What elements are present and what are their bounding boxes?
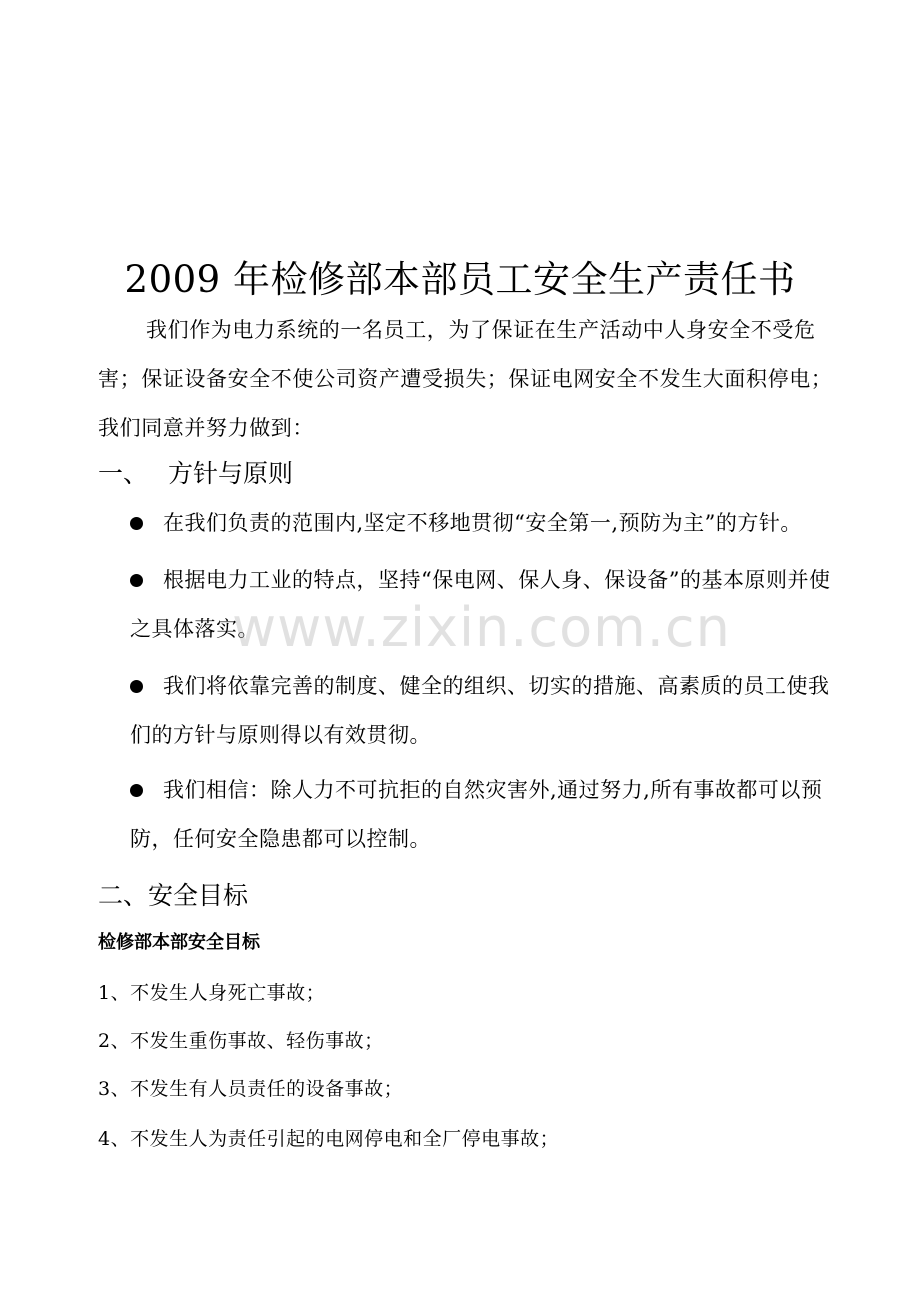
list-item: 2、不发生重伤事故、轻伤事故； — [98, 1030, 384, 1052]
bullet-dot-icon — [130, 517, 143, 530]
list-item: 3、不发生有人员责任的设备事故； — [98, 1078, 404, 1100]
section-2-subheading: 检修部本部安全目标 — [98, 932, 260, 953]
bullet-item — [130, 766, 842, 864]
bullet-item — [130, 556, 842, 654]
section-1-title: 方针与原则 — [168, 459, 294, 488]
list-item: 4、不发生人为责任引起的电网停电和全厂停电事故； — [98, 1128, 560, 1150]
bullet-text: 在我们负责的范围内,坚定不移地贯彻“安全第一,预防为主”的方针。 — [163, 511, 802, 535]
section-1-heading — [98, 454, 293, 494]
watermark: www.zixin.com.cn — [232, 596, 731, 659]
bullet-dot-icon — [130, 784, 143, 797]
bullet-text: 我们相信：除人力不可抗拒的自然灾害外,通过努力,所有事故都可以预防，任何安全隐患都可以控制。 — [130, 778, 823, 851]
list-item: 1、不发生人身死亡事故； — [98, 982, 326, 1004]
section-2-number: 二、 — [98, 881, 149, 910]
bullet-text: 根据电力工业的特点，坚持“保电网、保人身、保设备”的基本原则并使之具体落实。 — [130, 568, 831, 641]
bullet-text: 我们将依靠完善的制度、健全的组织、切实的措施、高素质的员工使我们的方针与原则得以有效贯彻。 — [130, 674, 830, 747]
section-2-title: 安全目标 — [148, 881, 249, 910]
bullet-item — [130, 499, 842, 548]
bullet-dot-icon — [130, 574, 143, 587]
intro-paragraph: 我们作为电力系统的一名员工，为了保证在生产活动中人身安全不受危害；保证设备安全不使公司资产遭受损失；保证电网安全不发生大面积停电；我们同意并努力做到： — [98, 318, 833, 440]
section-2-heading — [98, 876, 248, 916]
bullet-dot-icon — [130, 680, 143, 693]
section-1-number: 一、 — [98, 459, 149, 488]
document-title: 2009 年检修部本部员工安全生产责任书 — [124, 258, 796, 301]
bullet-item — [130, 662, 842, 760]
